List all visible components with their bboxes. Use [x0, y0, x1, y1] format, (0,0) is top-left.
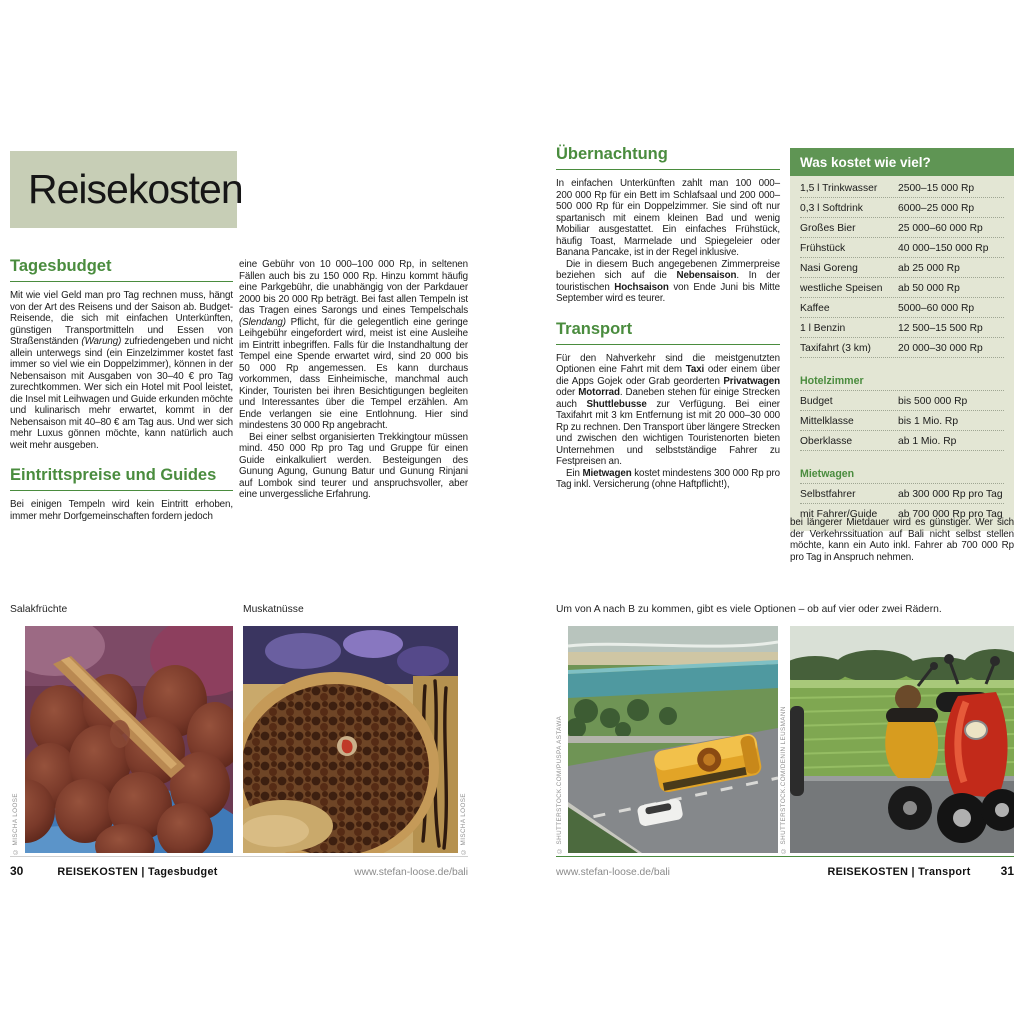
footer-rule-right	[556, 856, 1014, 857]
table-row	[800, 318, 1004, 338]
row-label: mit Fahrer/Guide	[800, 508, 878, 520]
row-value: 2500–15 000 Rp	[898, 182, 975, 194]
row-label: Selbstfahrer	[800, 488, 856, 500]
table-row	[800, 411, 1004, 431]
section-heading-eintrittspreise: Eintrittspreise und Guides	[10, 466, 233, 491]
photo-bus-road	[568, 626, 778, 853]
photo-credit: © MISCHA LOOSE	[12, 793, 19, 855]
chapter-title-band	[10, 151, 243, 228]
table-row	[800, 258, 1004, 278]
table-row	[800, 298, 1004, 318]
row-label: Mittelklasse	[800, 415, 854, 427]
paragraph: Bei einigen Tempeln wird kein Eintritt erhoben, immer mehr Dorfgemeinschaften fordern jedoch	[10, 499, 233, 522]
paragraph: bei längerer Mietdauer wird es günstiger. Wer sich der Verkehrssituation auf Bali nicht selbst stellen möchte, kann ein Auto inkl. Fahrer ab 700 000 Rp pro Tag in Anspruch nehmen.	[790, 517, 1014, 563]
table-row	[800, 178, 1004, 198]
row-label: 1,5 l Trinkwasser	[800, 182, 878, 194]
section-heading-uebernachtung: Übernachtung	[556, 145, 780, 170]
table-row	[800, 391, 1004, 411]
footer-left	[10, 864, 468, 878]
row-value: 5000–60 000 Rp	[898, 302, 975, 314]
paragraph: eine Gebühr von 10 000–100 000 Rp, in seltenen Fällen auch bis zu 150 000 Rp. Hinzu kommt häufig eine Parkgebühr, die unabhängig von der Parkdauer 2000 bis 20 000 Rp beträgt. Bei fast allen Tempeln ist das Tragen eines Sarongs und eines Tempelschals (Slendang) Pflicht, für die gelegentlich eine geringe Leihgebühr eingefordert wird, meist ist eine Ausleihe im Eintritt inbegriffen. Falls für die Instandhaltung der Tempel eine Spende erwartet wird, sind 20 000 bis 50 000 Rp angemessen. Es kann durchaus vorkommen, dass Einheimische, manchmal auch Kinder, Touristen bei ihren Besichtigungen begleiten und Interessantes über die Tempel erzählen. Am Ende verlangen sie eine Entlohnung. Hier sind mindestens 30 000 Rp angebracht.	[239, 259, 468, 431]
row-label: Nasi Goreng	[800, 262, 858, 274]
price-box-title: Was kostet wie viel?	[790, 148, 1014, 176]
footer-rule-left	[10, 856, 468, 857]
row-value: bis 500 000 Rp	[898, 395, 968, 407]
row-value: ab 1 Mio. Rp	[898, 435, 957, 447]
nutmeg-illustration	[243, 626, 458, 853]
footer-url: www.stefan-loose.de/bali	[556, 867, 670, 878]
bus-illustration	[568, 626, 778, 853]
table-row	[800, 431, 1004, 451]
row-value: 12 500–15 500 Rp	[898, 322, 983, 334]
row-label: 1 l Benzin	[800, 322, 846, 334]
photo-salak-fruits	[25, 626, 233, 853]
row-label: Kaffee	[800, 302, 830, 314]
photo-credit: © SHUTTERSTOCK.COM/DENIN LEUSMANN	[780, 706, 787, 854]
table-row	[800, 278, 1004, 298]
page-number: 31	[1000, 864, 1014, 878]
photo-nutmegs	[243, 626, 458, 853]
running-head: REISEKOSTEN | Transport	[827, 866, 971, 878]
price-info-box	[790, 148, 1014, 531]
photo-caption-muskat: Muskatnüsse	[243, 604, 304, 615]
row-label: 0,3 l Softdrink	[800, 202, 863, 214]
paragraph: Für den Nahverkehr sind die meistgenutzten Optionen eine Fahrt mit dem Taxi oder einem über die Apps Gojek oder Grab georderten Privatwagen oder Motorrad. Daneben stehen für einige Strecken auch Shuttlebusse zur Verfügung. Bei einer Taxifahrt mit 3 km Entfernung ist mit 20 000–30 000 Rp zu rechnen. Den Transport über längere Strecken und zwischen den wichtigen Touristenorten bieten Unternehmen und selbstständige Fahrer zu Festpreisen an.	[556, 352, 781, 467]
row-value: ab 700 000 Rp pro Tag	[898, 508, 1003, 520]
chapter-title: Reisekosten	[28, 166, 243, 212]
page-number: 30	[10, 864, 24, 878]
paragraph: Bei einer selbst organisierten Trekkingtour müssen mind. 450 000 Rp pro Tag und Gruppe für einen Guide einkalkuliert werden. Besteigungen des Gunung Agung, Gunung Batur und Gunung Rinjani auf Lombok sind teurer und anspruchsvoller, aber eine unvergessliche Erfahrung.	[239, 431, 468, 500]
row-label: westliche Speisen	[800, 282, 883, 294]
row-value: 40 000–150 000 Rp	[898, 242, 989, 254]
footer-right	[556, 864, 1014, 878]
photo-scooters	[790, 626, 1014, 853]
paragraph: Die in diesem Buch angegebenen Zimmerpreise beziehen sich auf die Nebensaison. In der touristischen Hochsaison von Ende Juni bis Mitte September wird es teurer.	[556, 258, 780, 304]
table-subheading-hotelzimmer: Hotelzimmer	[800, 372, 1004, 391]
photo-credit: © SHUTTERSTOCK.COM/PUSPA ASTAWA	[556, 715, 563, 854]
row-value: ab 50 000 Rp	[898, 282, 960, 294]
row-value: 20 000–30 000 Rp	[898, 342, 983, 354]
row-value: ab 25 000 Rp	[898, 262, 960, 274]
row-value: bis 1 Mio. Rp	[898, 415, 959, 427]
section-heading-tagesbudget: Tagesbudget	[10, 257, 233, 282]
photo-caption-salak: Salakfrüchte	[10, 604, 68, 615]
table-row	[800, 238, 1004, 258]
row-value: ab 300 000 Rp pro Tag	[898, 488, 1003, 500]
table-row	[800, 218, 1004, 238]
row-value: 6000–25 000 Rp	[898, 202, 975, 214]
table-subheading-mietwagen: Mietwagen	[800, 465, 1004, 484]
left-page-column-1	[10, 257, 233, 522]
salak-illustration	[25, 626, 233, 853]
table-row	[800, 198, 1004, 218]
row-value: 25 000–60 000 Rp	[898, 222, 983, 234]
row-label: Oberklasse	[800, 435, 853, 447]
photo-credit: © MISCHA LOOSE	[460, 793, 467, 855]
table-row	[800, 338, 1004, 358]
paragraph: In einfachen Unterkünften zahlt man 100 000–200 000 Rp für ein Bett im Schlafsaal und 200 000–500 000 Rp für ein Doppelzimmer. Sie sind oft nur spartanisch mit einem kleinen Bad und wenig Mobiliar ausgestattet. Ein einfaches Frühstück, häufig Toast, Marmelade und Spiegeleier oder Banana Pancake, ist in der Regel inklusive.	[556, 178, 780, 258]
right-page-column-2	[790, 517, 1014, 563]
paragraph: Mit wie viel Geld man pro Tag rechnen muss, hängt von der Art des Reisens und der Saison ab. Budget-Reisende, die sich mit einfachen Unterkünften, günstigen Transportmitteln und Essen von Straßenständen (Warung) zufriedengeben und nicht allein unterwegs sind (ein Einzelzimmer kostet fast immer so viel wie ein Doppelzimmer), können in der Nebensaison mit Ausgaben von 30–40 € pro Tag zurechtkommen. Wer sich ein Hotel mit Pool leistet, die Insel mit Leihwagen und Guide erkunden möchte und kulinarisch mehr erwartet, kommt in der Nebensaison mit 40–80 € am Tag aus. Und wer sich mehr Luxus gönnen möchte, kann natürlich auch weit mehr ausgeben.	[10, 290, 233, 451]
price-box-body	[790, 176, 1014, 531]
footer-url: www.stefan-loose.de/bali	[354, 867, 468, 878]
left-page-column-2	[239, 259, 468, 501]
paragraph: Ein Mietwagen kostet mindestens 300 000 Rp pro Tag inkl. Versicherung (ohne Haftpflicht!),	[556, 467, 780, 490]
row-label: Großes Bier	[800, 222, 856, 234]
row-label: Frühstück	[800, 242, 846, 254]
scooter-illustration	[790, 626, 1014, 853]
row-label: Budget	[800, 395, 833, 407]
running-head: REISEKOSTEN | Tagesbudget	[57, 866, 218, 878]
row-label: Taxifahrt (3 km)	[800, 342, 871, 354]
right-page-column-1	[556, 145, 780, 491]
photo-caption-transport: Um von A nach B zu kommen, gibt es viele Optionen – ob auf vier oder zwei Rädern.	[556, 604, 942, 615]
table-row	[800, 484, 1004, 504]
section-heading-transport: Transport	[556, 320, 780, 345]
